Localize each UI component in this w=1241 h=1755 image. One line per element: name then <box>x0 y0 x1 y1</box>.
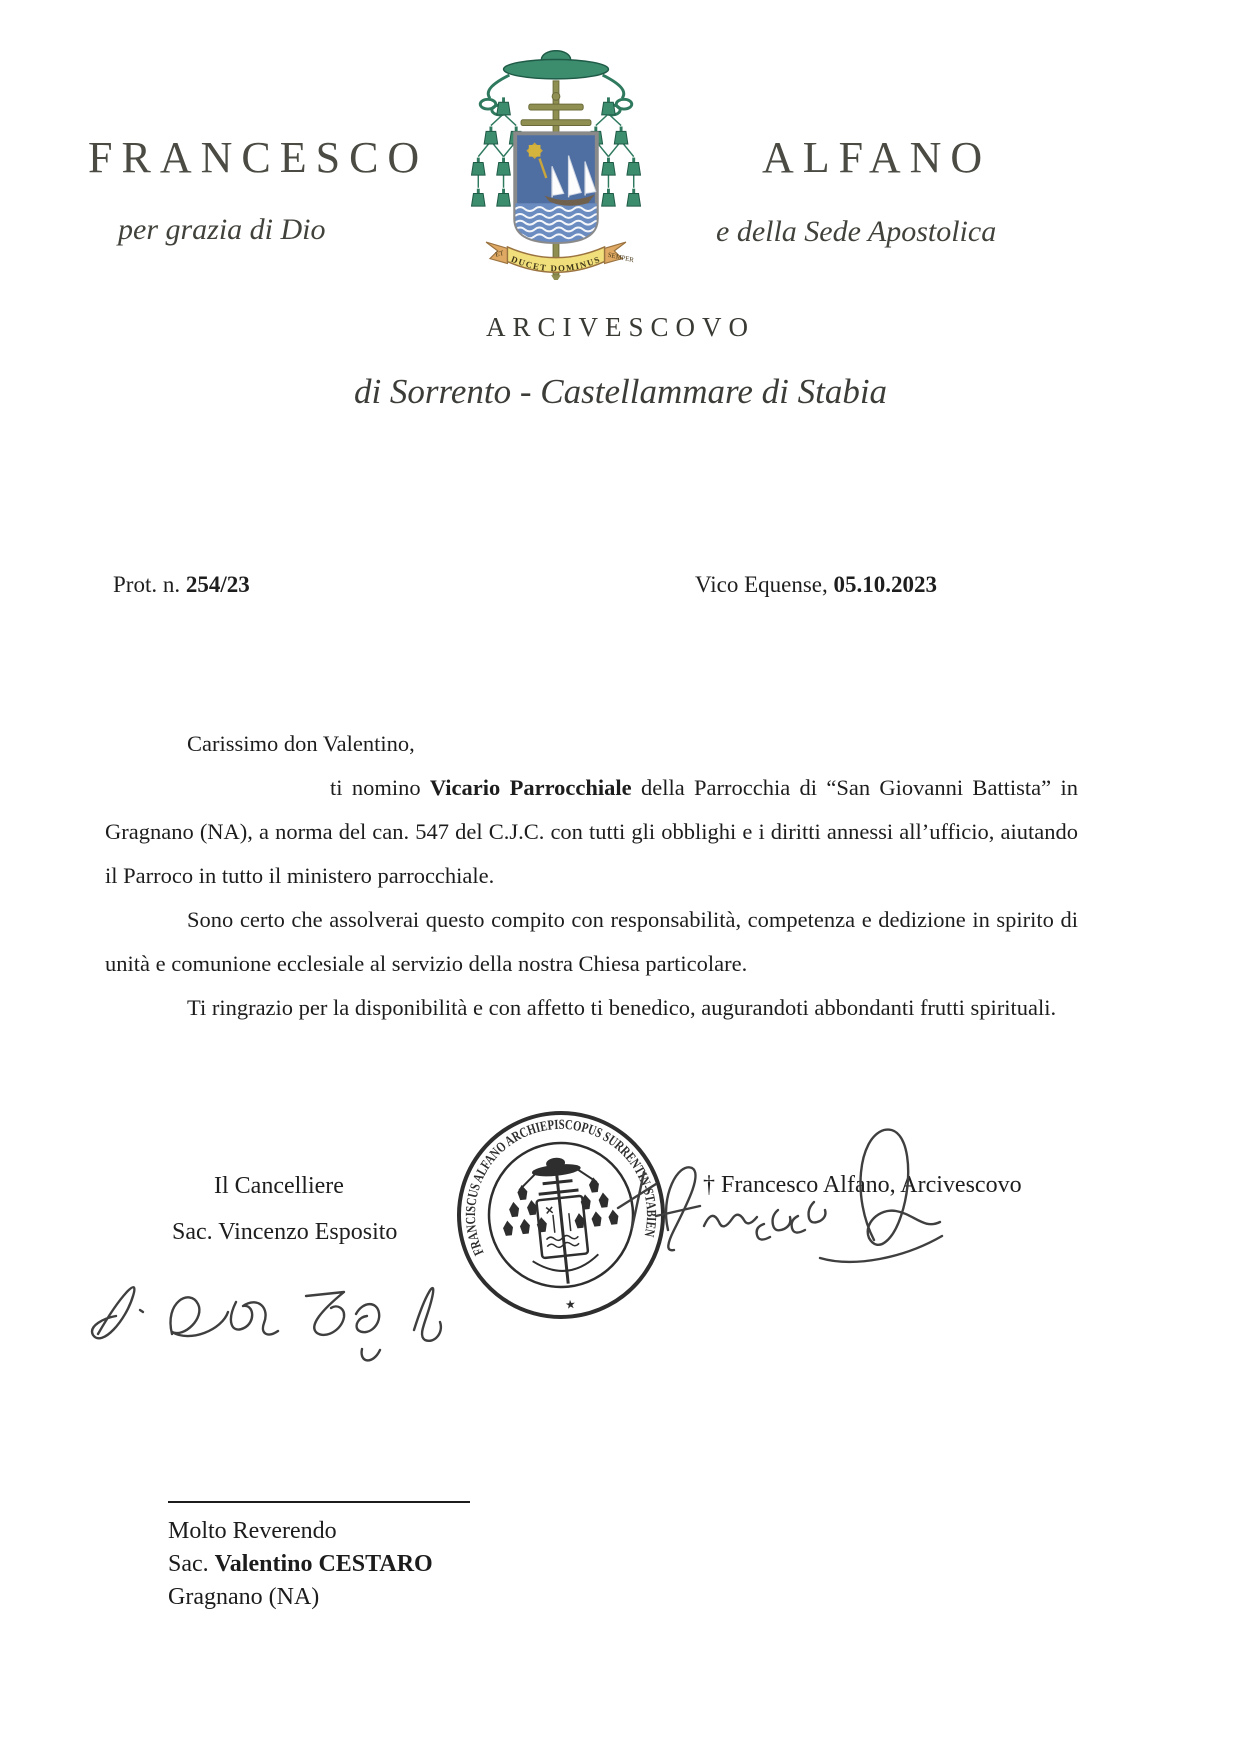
see-line: di Sorrento - Castellammare di Stabia <box>353 372 888 411</box>
seal-star: ★ <box>564 1296 577 1313</box>
galero-brim <box>504 59 609 78</box>
coat-of-arms <box>457 42 655 280</box>
left-motto: per grazia di Dio <box>118 213 326 246</box>
salutation: Carissimo don Valentino, <box>187 731 415 756</box>
seal-text: FRANCISCUS ALFANO ARCHIEPISCOPUS SURRENTIN-STABIEN <box>463 1117 659 1258</box>
chancellor-signature <box>80 1238 460 1368</box>
crest-motto-left: ET <box>494 250 505 259</box>
chancellor-title: Il Cancelliere <box>214 1173 344 1199</box>
recipient-rule <box>168 1501 470 1503</box>
coat-of-arms-graphic <box>457 42 655 280</box>
recipient-prefix: Sac. <box>168 1551 215 1577</box>
crest-motto-right: SEMPER <box>607 251 635 265</box>
protocol-number <box>113 572 250 598</box>
protocol-label: Prot. n. <box>113 572 186 597</box>
archbishop-signature-line: † Francesco Alfano, Arcivescovo <box>703 1172 1022 1198</box>
recipient-name: Valentino CESTARO <box>214 1551 433 1577</box>
right-motto: e della Sede Apostolica <box>716 215 997 248</box>
place: Vico Equense, <box>695 572 834 597</box>
archbishop-title: ARCIVESCOVO <box>485 312 756 342</box>
paragraph-appointment: ti nomino Vicario Parrocchiale della Parrocchia di “San Giovanni Battista” in Gragnano (NA), a norma del can. 547 del C.J.C. con tutti gli obblighi e i diritti annessi all’ufficio, aiutando il Parroco in tutto il ministero parrocchiale. <box>105 775 1078 888</box>
recipient-line2 <box>168 1548 470 1581</box>
chancellor-name: Sac. Vincenzo Esposito <box>172 1219 398 1245</box>
recipient-block <box>168 1501 470 1614</box>
archbishop-last-name: ALFANO <box>762 133 992 182</box>
crest-motto-center: DUCET DOMINUS <box>509 253 603 274</box>
date: 05.10.2023 <box>833 572 937 597</box>
place-date <box>695 572 937 598</box>
recipient-line3: Gragnano (NA) <box>168 1584 320 1610</box>
protocol-value: 254/23 <box>185 572 250 597</box>
paragraph-blessing: Ti ringrazio per la disponibilità e con affetto ti benedico, augurandoti abbondanti frutti spirituali. <box>187 995 1057 1020</box>
motto-ribbon <box>486 242 635 273</box>
letter-body <box>105 722 1078 1030</box>
paragraph-trust: Sono certo che assolverai questo compito con responsabilità, competenza e dedizione in spirito di unità e comunione ecclesiale al servizio della nostra Chiesa particolare. <box>105 907 1078 976</box>
recipient-line1: Molto Reverendo <box>168 1518 337 1544</box>
archbishop-first-name: FRANCESCO <box>88 133 429 182</box>
archbishop-signature <box>602 1078 947 1278</box>
